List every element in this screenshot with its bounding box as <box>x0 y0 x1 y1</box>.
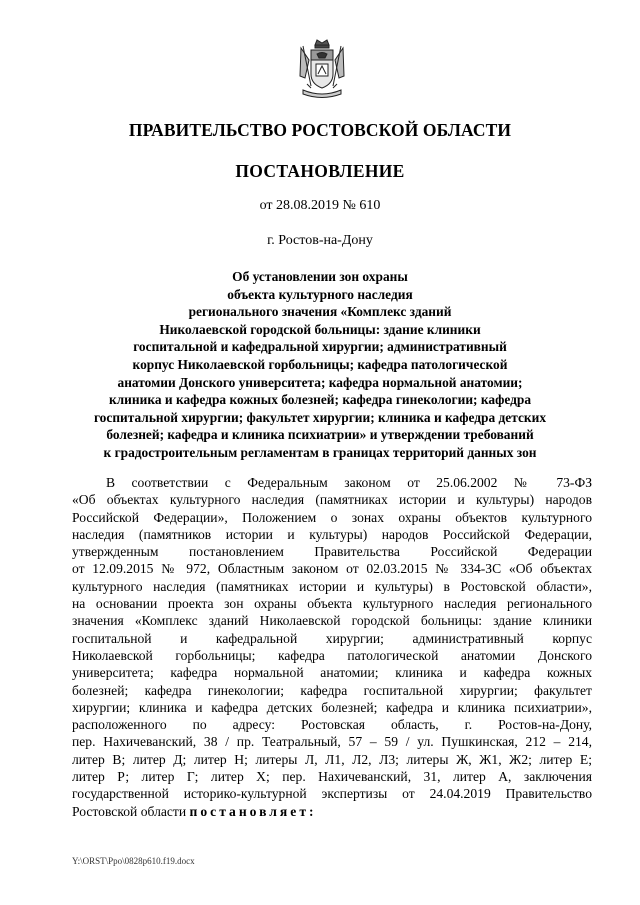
body-line: наследия (памятников истории и культуры) народов Российской Федерации, <box>72 526 592 542</box>
body-line: литер Р; литер Г; литер Х; пер. Нахичеванский, 31, литер А, заключения <box>72 769 592 785</box>
subject-line: госпитальной хирургии; факультет хирургии; клиника и кафедра детских <box>93 409 547 425</box>
file-path-footer: Y:\ORST\Ppo\0828p610.f19.docx <box>72 856 195 866</box>
body-line: госпитальной и кафедральной хирургии; административный корпус <box>72 630 592 646</box>
body-line: утвержденным постановлением Правительства Российской Федерации <box>72 544 592 560</box>
subject-line: анатомии Донского университета; кафедра нормальной анатомии; <box>117 374 523 390</box>
body-line: значения «Комплекс зданий Николаевской городской больницы: здание клиники <box>72 613 592 629</box>
subject-line: клиника и кафедра кожных болезней; кафедра гинекологии; кафедра <box>108 392 532 408</box>
document-subject <box>60 268 580 462</box>
subject-line: регионального значения «Комплекс зданий <box>188 304 452 320</box>
body-line: болезней; кафедра гинекологии; кафедра госпитальной хирургии; факультет <box>72 682 592 698</box>
document-type: ПОСТАНОВЛЕНИЕ <box>235 161 405 181</box>
body-line <box>72 803 592 820</box>
document-city: г. Ростов-на-Дону <box>267 233 373 248</box>
body-line: Российской Федерации», Положением о зонах охраны объектов культурного <box>72 509 592 525</box>
body-line: пер. Нахичеванский, 38 / пр. Театральный, 57 – 59 / ул. Пушкинская, 212 – 214, <box>72 734 592 750</box>
body-line: Николаевской горбольницы; кафедра патологической анатомии Донского <box>72 647 592 663</box>
document-date-number: от 28.08.2019 № 610 <box>259 198 381 213</box>
body-line: государственной историко-культурной экспертизы от 24.04.2019 Правительство <box>72 786 592 802</box>
body-line: хирургии; клиника и кафедра детских болезней; кафедра и клиника психиатрии», <box>72 699 592 715</box>
body-line: «Об объектах культурного наследия (памятниках истории и культуры) народов <box>72 492 592 508</box>
body-line: от 12.09.2015 № 972, Областным законом от 02.03.2015 № 334-ЗС «Об объектах <box>72 561 592 577</box>
subject-line: Об установлении зон охраны <box>232 269 408 284</box>
coat-of-arms-icon <box>297 38 347 100</box>
resolution-keyword: постановляет: <box>189 803 317 819</box>
body-line: литер В; литер Д; литер Н; литеры Л, Л1, Л2, Л3; литеры Ж, Ж1, Ж2; литер Е; <box>72 751 592 767</box>
body-line: университета; кафедра нормальной анатомии; клиника и кафедра кожных <box>72 665 592 681</box>
body-line-text: В соответствии с Федеральным законом от 25.06.2002 № 73-ФЗ <box>106 475 592 490</box>
subject-line: Николаевской городской больницы: здание клиники <box>159 321 481 337</box>
body-line <box>72 474 592 491</box>
body-line: на основании проекта зон охраны объекта культурного наследия регионального <box>72 596 592 612</box>
government-name: ПРАВИТЕЛЬСТВО РОСТОВСКОЙ ОБЛАСТИ <box>128 120 512 140</box>
subject-line: госпитальной и кафедральной хирургии; административный <box>133 339 507 355</box>
document-body <box>72 474 592 820</box>
subject-line: болезней; кафедра и клиника психиатрии» и утверждении требований <box>106 427 534 443</box>
subject-line: к градостроительным регламентам в границах территорий данных зон <box>103 444 537 460</box>
body-line: культурного наследия (памятниках истории и культуры) в Ростовской области», <box>72 578 592 594</box>
subject-line: корпус Николаевской горбольницы; кафедра патологической <box>132 356 508 372</box>
body-last-text: Ростовской области <box>72 803 190 819</box>
body-line: расположенного по адресу: Ростовская область, г. Ростов-на-Дону, <box>72 717 592 733</box>
subject-line: объекта культурного наследия <box>227 286 413 302</box>
